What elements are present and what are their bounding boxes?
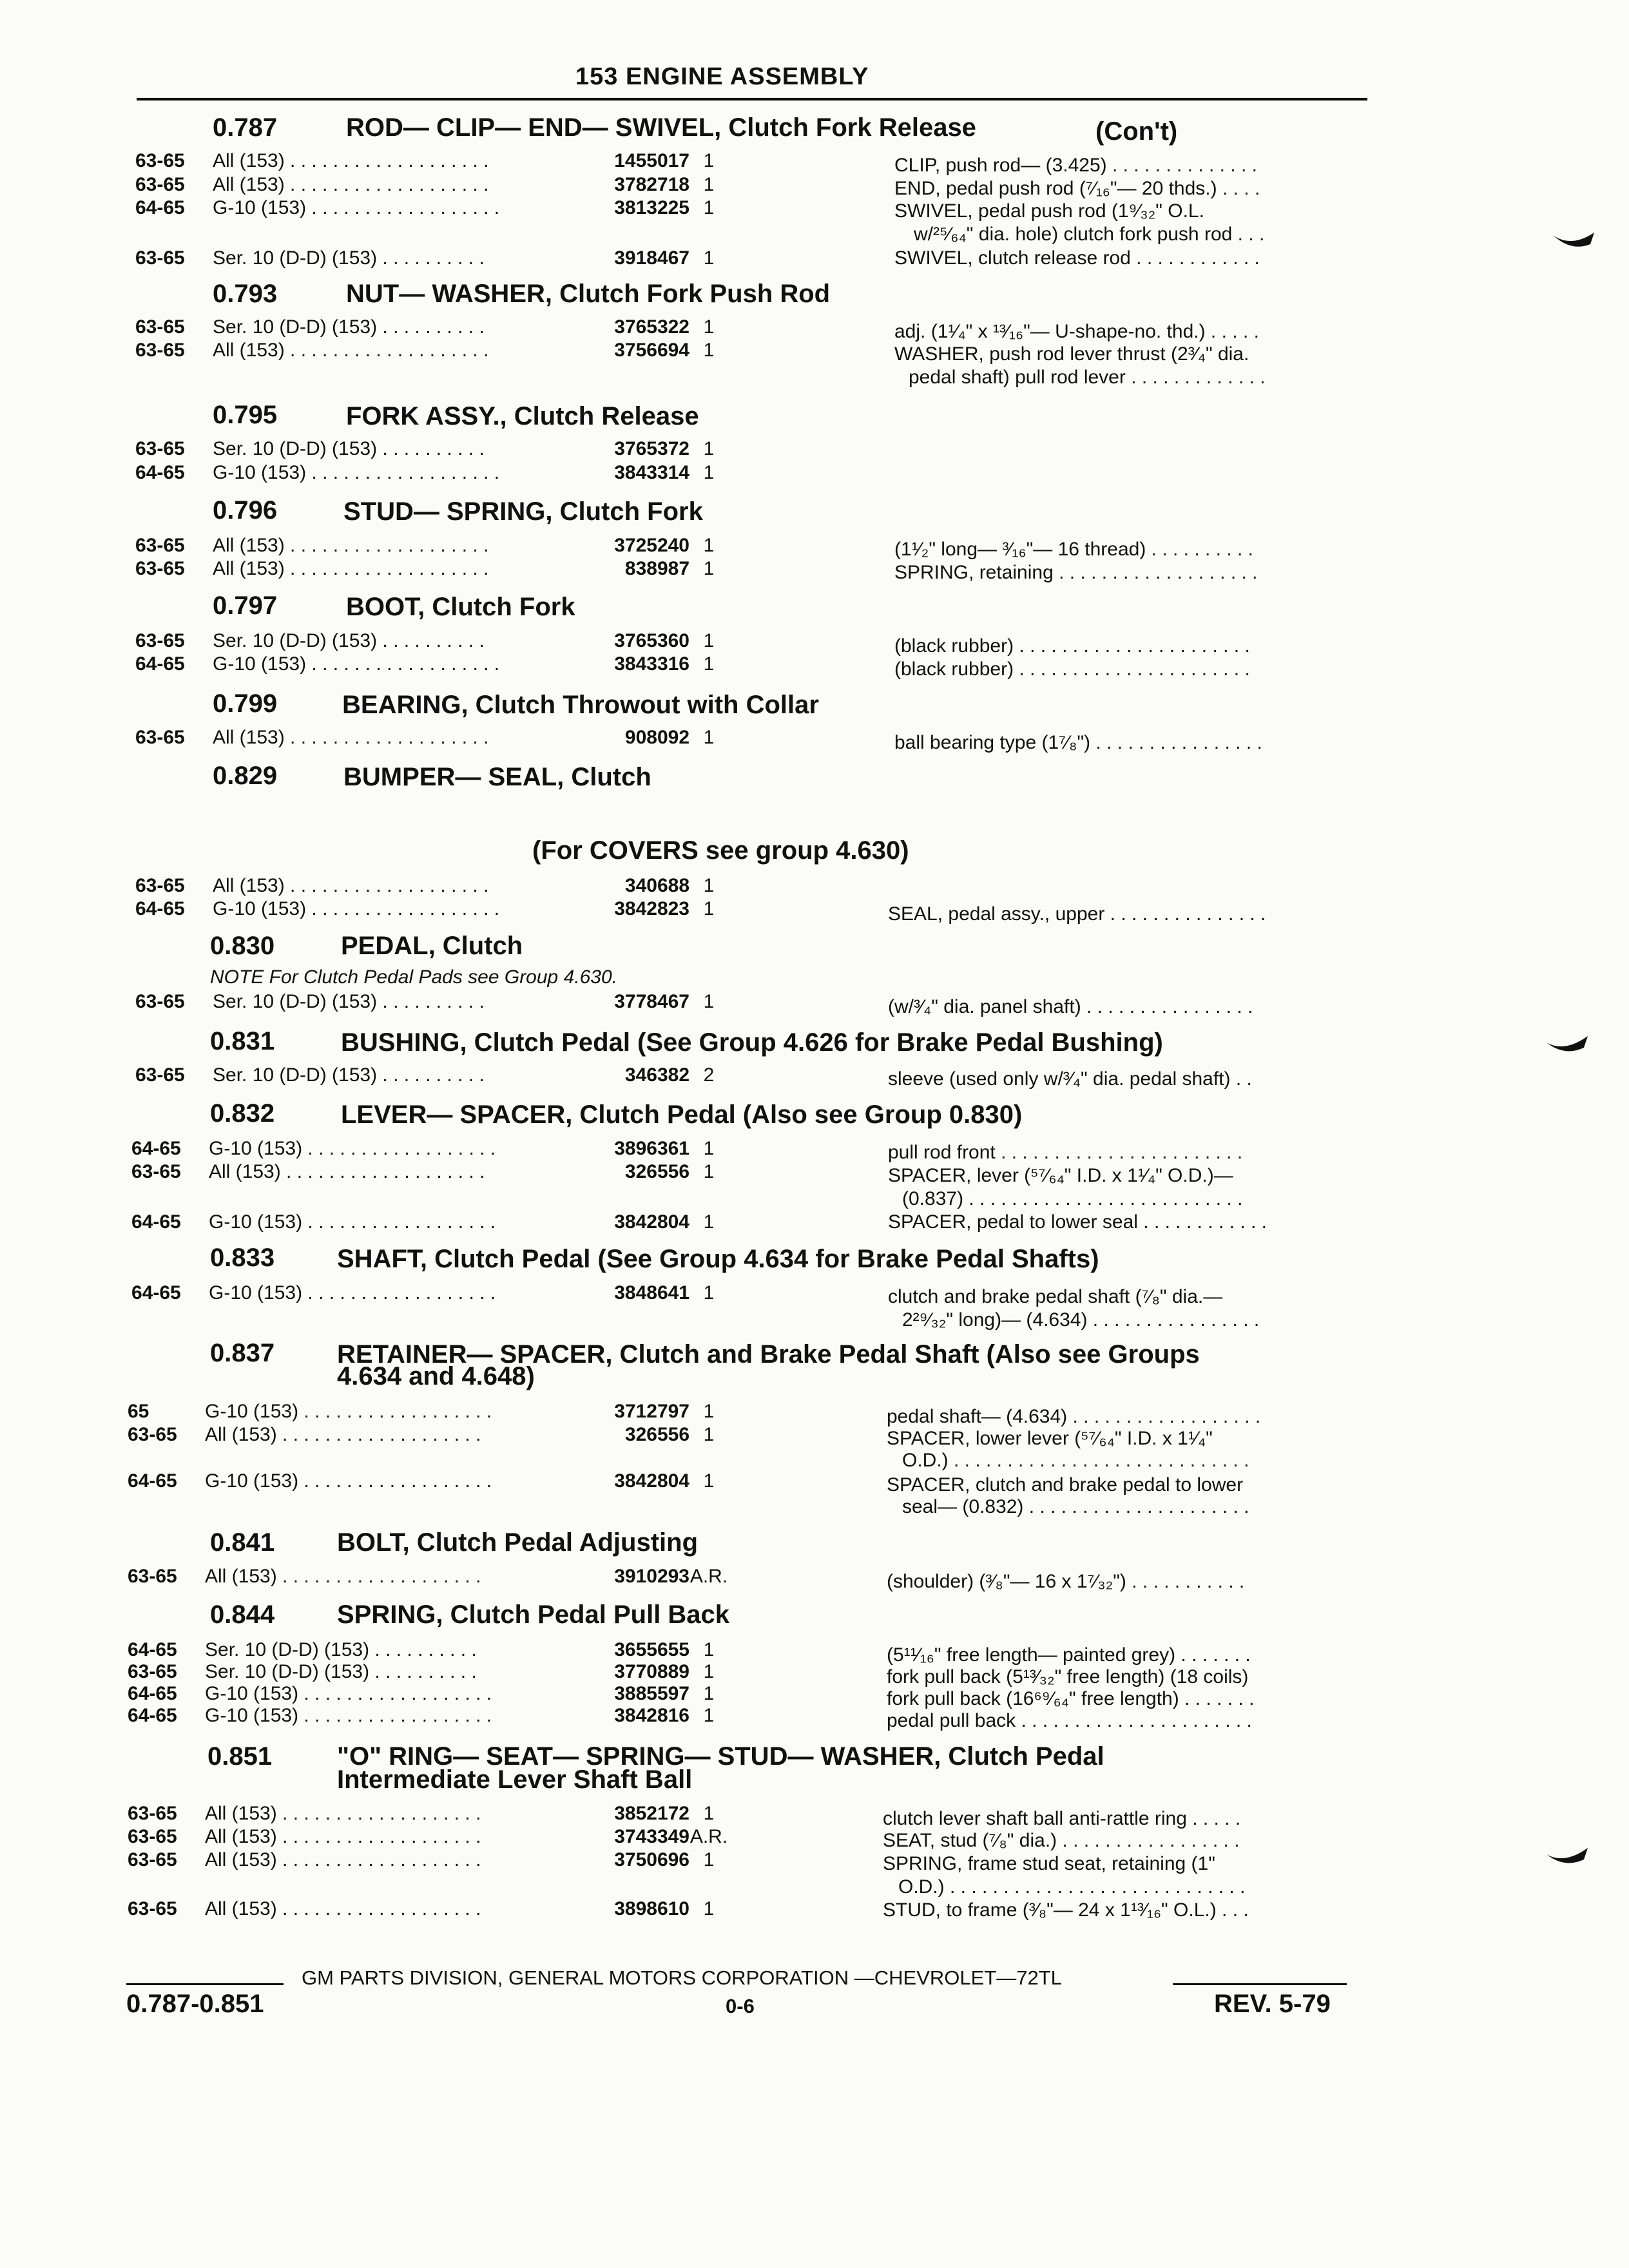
year-cell: 63-65 (131, 1161, 181, 1182)
part-number-cell: 3743349 (614, 1826, 689, 1847)
year-cell: 63-65 (135, 174, 185, 195)
description: SPRING, retaining . . . . . . . . . . . . . . . . . . . (894, 562, 1258, 583)
application-cell: G-10 (153) . . . . . . . . . . . . . . . . . . (213, 462, 500, 483)
table-row (135, 727, 728, 749)
year-cell: 64-65 (128, 1705, 177, 1726)
part-number-cell: 3813225 (614, 197, 689, 218)
quantity-cell: 1 (703, 438, 715, 459)
section-number: 0.787 (213, 113, 278, 142)
part-number-cell: 838987 (624, 558, 689, 579)
footer-revision: REV. 5-79 (1214, 1990, 1331, 2018)
description: fork pull back (5¹³⁄₃₂" free length) (18 coils) (887, 1666, 1249, 1687)
quantity-cell: 1 (703, 630, 715, 651)
application-cell: Ser. 10 (D-D) (153) . . . . . . . . . . (213, 991, 485, 1012)
part-number-cell: 3725240 (614, 535, 689, 556)
table-row (128, 1566, 728, 1588)
part-number-cell: 3918467 (614, 247, 689, 269)
year-cell: 64-65 (131, 1211, 181, 1233)
description: pedal shaft— (4.634) . . . . . . . . . . . . . . . . . . (887, 1406, 1261, 1427)
table-row (135, 462, 728, 484)
part-number-cell: 3756694 (614, 340, 689, 361)
year-cell: 63-65 (135, 991, 185, 1012)
application-cell: Ser. 10 (D-D) (153) . . . . . . . . . . (213, 438, 485, 459)
quantity-cell: 1 (703, 1470, 715, 1492)
part-number-cell: 326556 (624, 1161, 689, 1182)
table-row (128, 1826, 728, 1848)
description: (shoulder) (³⁄₈"— 16 x 1⁷⁄₃₂") . . . . . . . . . . . (887, 1571, 1245, 1592)
section-number: 0.829 (213, 762, 278, 790)
part-number-cell: 3770889 (614, 1661, 689, 1682)
section-title: SHAFT, Clutch Pedal (See Group 4.634 for Brake Pedal Shafts) (337, 1245, 1099, 1273)
table-row (135, 438, 728, 460)
covers-note: (For COVERS see group 4.630) (532, 836, 909, 865)
section-title: "O" RING— SEAT— SPRING— STUD— WASHER, Clutch Pedal (337, 1742, 1104, 1771)
part-number-cell: 3896361 (614, 1138, 689, 1159)
year-cell: 63-65 (135, 558, 185, 579)
application-cell: All (153) . . . . . . . . . . . . . . . . . . . (213, 875, 489, 896)
description: SPACER, pedal to lower seal . . . . . . . . . . . . (888, 1211, 1268, 1233)
table-row (135, 174, 728, 196)
description: END, pedal push rod (⁷⁄₁₆"— 20 thds.) . . . . (894, 178, 1260, 199)
section-number: 0.830 (210, 932, 275, 960)
part-number-cell: 3848641 (614, 1282, 689, 1303)
part-number-cell: 908092 (624, 727, 689, 748)
margin-tick-mark (1545, 1033, 1590, 1059)
quantity-cell: 2 (703, 1064, 715, 1086)
description: O.D.) . . . . . . . . . . . . . . . . . . . . . . . . . . . . (898, 1876, 1246, 1898)
application-cell: All (153) . . . . . . . . . . . . . . . . . . . (213, 340, 489, 361)
part-number-cell: 340688 (624, 875, 689, 896)
quantity-cell: 1 (703, 1803, 715, 1824)
quantity-cell: 1 (703, 316, 715, 338)
description: pull rod front . . . . . . . . . . . . . . . . . . . . . . . (888, 1142, 1243, 1163)
application-cell: All (153) . . . . . . . . . . . . . . . . . . . (209, 1161, 485, 1182)
quantity-cell: 1 (703, 558, 715, 579)
part-number-cell: 3842816 (614, 1705, 689, 1726)
year-cell: 63-65 (135, 247, 185, 269)
quantity-cell: 1 (703, 898, 715, 919)
margin-tick-mark (1552, 229, 1597, 255)
description: fork pull back (16⁶⁹⁄₆₄" free length) . . . . . . . (887, 1688, 1255, 1709)
application-cell: All (153) . . . . . . . . . . . . . . . . . . . (205, 1803, 481, 1824)
table-row (135, 1064, 728, 1086)
description: (w/³⁄₄" dia. panel shaft) . . . . . . . . . . . . . . . . (888, 996, 1253, 1017)
section-title: PEDAL, Clutch (341, 932, 523, 960)
part-number-cell: 3885597 (614, 1683, 689, 1704)
application-cell: Ser. 10 (D-D) (153) . . . . . . . . . . (205, 1639, 477, 1660)
description: SEAL, pedal assy., upper . . . . . . . . . . . . . . . (888, 903, 1266, 925)
description: clutch and brake pedal shaft (⁷⁄₈" dia.— (888, 1286, 1223, 1307)
quantity-cell: 1 (703, 150, 715, 171)
part-number-cell: 3765322 (614, 316, 689, 338)
table-row (135, 630, 728, 652)
description: sleeve (used only w/³⁄₄" dia. pedal shaft) . . (888, 1068, 1252, 1090)
year-cell: 64-65 (135, 462, 185, 483)
part-number-cell: 3910293 (614, 1566, 689, 1587)
table-row (135, 558, 728, 580)
table-row (131, 1161, 728, 1183)
description: STUD, to frame (³⁄₈"— 24 x 1¹³⁄₁₆" O.L.) . . . (883, 1899, 1249, 1921)
year-cell: 63-65 (135, 727, 185, 748)
quantity-cell: 1 (703, 197, 715, 218)
section-title: BOLT, Clutch Pedal Adjusting (337, 1528, 698, 1557)
description: O.D.) . . . . . . . . . . . . . . . . . . . . . . . . . . . . (902, 1450, 1249, 1471)
quantity-cell: 1 (703, 1424, 715, 1445)
application-cell: Ser. 10 (D-D) (153) . . . . . . . . . . (205, 1661, 477, 1682)
description: WASHER, push rod lever thrust (2³⁄₄" dia. (894, 343, 1249, 365)
part-number-cell: 3712797 (614, 1401, 689, 1422)
application-cell: G-10 (153) . . . . . . . . . . . . . . . . . . (205, 1401, 492, 1422)
table-row (128, 1424, 728, 1446)
part-number-cell: 3852172 (614, 1803, 689, 1824)
quantity-cell: 1 (703, 1683, 715, 1704)
table-row (128, 1803, 728, 1825)
table-row (128, 1401, 728, 1423)
application-cell: G-10 (153) . . . . . . . . . . . . . . . . . . (209, 1211, 496, 1233)
quantity-cell: 1 (703, 875, 715, 896)
year-cell: 64-65 (135, 653, 185, 675)
section-number: 0.795 (213, 401, 278, 429)
section-title: ROD— CLIP— END— SWIVEL, Clutch Fork Release (346, 113, 976, 142)
description: pedal shaft) pull rod lever . . . . . . . . . . . . . (909, 367, 1266, 388)
continued-label: (Con't) (1095, 117, 1178, 146)
section-number: 0.832 (210, 1099, 275, 1128)
quantity-cell: 1 (703, 1211, 715, 1233)
part-number-cell: 3655655 (614, 1639, 689, 1660)
section-title: RETAINER— SPACER, Clutch and Brake Pedal Shaft (Also see Groups (337, 1340, 1200, 1369)
description: SPACER, lever (⁵⁷⁄₆₄" I.D. x 1¹⁄₄" O.D.)— (888, 1165, 1233, 1186)
application-cell: All (153) . . . . . . . . . . . . . . . . . . . (213, 535, 489, 556)
section-title: NUT— WASHER, Clutch Fork Push Rod (346, 280, 831, 308)
table-row (128, 1683, 728, 1705)
year-cell: 63-65 (128, 1661, 177, 1682)
margin-tick-mark (1545, 1845, 1590, 1871)
part-number-cell: 3765372 (614, 438, 689, 459)
table-row (128, 1898, 728, 1920)
description: SWIVEL, pedal push rod (1⁹⁄₃₂" O.L. (894, 200, 1204, 222)
section-number: 0.796 (213, 496, 278, 524)
description: (5¹¹⁄₁₆" free length— painted grey) . . . . . . . (887, 1644, 1251, 1666)
part-number-cell: 3842823 (614, 898, 689, 919)
part-number-cell: 3782718 (614, 174, 689, 195)
application-cell: All (153) . . . . . . . . . . . . . . . . . . . (213, 727, 489, 748)
application-cell: G-10 (153) . . . . . . . . . . . . . . . . . . (205, 1470, 492, 1492)
application-cell: Ser. 10 (D-D) (153) . . . . . . . . . . (213, 316, 485, 338)
page-title: 153 ENGINE ASSEMBLY (575, 63, 869, 90)
section-number: 0.841 (210, 1528, 275, 1557)
description: pedal pull back . . . . . . . . . . . . . . . . . . . . . . (887, 1710, 1252, 1731)
description: SPACER, clutch and brake pedal to lower (887, 1474, 1244, 1495)
application-cell: All (153) . . . . . . . . . . . . . . . . . . . (205, 1849, 481, 1870)
description: SEAT, stud (⁷⁄₈" dia.) . . . . . . . . . . . . . . . . . (883, 1830, 1240, 1851)
description: 2²⁹⁄₃₂" long)— (4.634) . . . . . . . . . . . . . . . . (902, 1309, 1260, 1331)
table-row (128, 1849, 728, 1871)
table-row (135, 340, 728, 361)
description: (black rubber) . . . . . . . . . . . . . . . . . . . . . . (894, 658, 1250, 680)
quantity-cell: 1 (703, 247, 715, 269)
year-cell: 63-65 (135, 438, 185, 459)
application-cell: All (153) . . . . . . . . . . . . . . . . . . . (213, 558, 489, 579)
section-title: STUD— SPRING, Clutch Fork (343, 497, 703, 526)
section-title: BUSHING, Clutch Pedal (See Group 4.626 for Brake Pedal Bushing) (341, 1028, 1163, 1057)
part-number-cell: 3842804 (614, 1211, 689, 1233)
description: clutch lever shaft ball anti-rattle ring . . . . . (883, 1808, 1241, 1829)
year-cell: 64-65 (131, 1282, 181, 1303)
part-number-cell: 3898610 (614, 1898, 689, 1919)
quantity-cell: 1 (703, 1639, 715, 1660)
part-number-cell: 3842804 (614, 1470, 689, 1492)
part-number-cell: 3750696 (614, 1849, 689, 1870)
year-cell: 63-65 (128, 1566, 177, 1587)
application-cell: All (153) . . . . . . . . . . . . . . . . . . . (205, 1424, 481, 1445)
description: SPRING, frame stud seat, retaining (1" (883, 1853, 1215, 1874)
application-cell: G-10 (153) . . . . . . . . . . . . . . . . . . (209, 1282, 496, 1303)
quantity-cell: 1 (703, 1849, 715, 1870)
year-cell: 64-65 (128, 1470, 177, 1492)
description: SPACER, lower lever (⁵⁷⁄₆₄" I.D. x 1¹⁄₄" (887, 1428, 1213, 1449)
table-row (128, 1470, 728, 1492)
section-title: LEVER— SPACER, Clutch Pedal (Also see Group 0.830) (341, 1100, 1023, 1129)
quantity-cell: 1 (703, 1161, 715, 1182)
table-row (135, 535, 728, 557)
application-cell: G-10 (153) . . . . . . . . . . . . . . . . . . (213, 898, 500, 919)
section-number: 0.837 (210, 1339, 275, 1367)
application-cell: Ser. 10 (D-D) (153) . . . . . . . . . . (213, 630, 485, 651)
quantity-cell: 1 (703, 1705, 715, 1726)
table-row (131, 1138, 728, 1160)
section-number: 0.844 (210, 1600, 275, 1629)
section-title-continued: 4.634 and 4.648) (337, 1362, 535, 1390)
section-title: BUMPER— SEAL, Clutch (343, 763, 651, 791)
description: ball bearing type (1⁷⁄₈") . . . . . . . . . . . . . . . . (894, 732, 1262, 753)
section-number: 0.799 (213, 689, 278, 718)
year-cell: 65 (128, 1401, 149, 1422)
table-row (135, 991, 728, 1013)
application-cell: All (153) . . . . . . . . . . . . . . . . . . . (205, 1898, 481, 1919)
footer-rule-left (126, 1983, 284, 1985)
application-cell: All (153) . . . . . . . . . . . . . . . . . . . (205, 1826, 481, 1847)
year-cell: 63-65 (128, 1424, 177, 1445)
table-row (135, 247, 728, 269)
section-title: BOOT, Clutch Fork (346, 593, 575, 621)
year-cell: 63-65 (135, 875, 185, 896)
year-cell: 64-65 (135, 898, 185, 919)
quantity-cell: 1 (703, 1661, 715, 1682)
year-cell: 63-65 (128, 1898, 177, 1919)
quantity-cell: 1 (703, 462, 715, 483)
quantity-cell: 1 (703, 340, 715, 361)
quantity-cell: 1 (703, 1898, 715, 1919)
header-rule (137, 98, 1367, 101)
quantity-cell: 1 (703, 653, 715, 675)
table-row (135, 875, 728, 897)
part-number-cell: 3843316 (614, 653, 689, 675)
year-cell: 63-65 (135, 1064, 185, 1086)
table-row (135, 150, 728, 172)
quantity-cell: 1 (703, 991, 715, 1012)
table-row (131, 1211, 728, 1233)
application-cell: G-10 (153) . . . . . . . . . . . . . . . . . . (213, 197, 500, 218)
year-cell: 64-65 (135, 197, 185, 218)
table-row (135, 898, 728, 920)
quantity-cell: 1 (703, 1138, 715, 1159)
quantity-cell: 1 (703, 535, 715, 556)
table-row (135, 316, 728, 338)
part-number-cell: 1455017 (614, 150, 689, 171)
section-title: BEARING, Clutch Throwout with Collar (342, 691, 819, 719)
table-row (128, 1661, 728, 1683)
section-number: 0.831 (210, 1027, 275, 1055)
application-cell: All (153) . . . . . . . . . . . . . . . . . . . (213, 150, 489, 171)
year-cell: 64-65 (128, 1683, 177, 1704)
section-title: SPRING, Clutch Pedal Pull Back (337, 1600, 730, 1629)
section-title: FORK ASSY., Clutch Release (346, 402, 699, 430)
application-cell: G-10 (153) . . . . . . . . . . . . . . . . . . (205, 1683, 492, 1704)
quantity-cell: A.R. (689, 1566, 728, 1587)
footer-rule-right (1173, 1983, 1347, 1985)
quantity-cell: 1 (703, 727, 715, 748)
application-cell: G-10 (153) . . . . . . . . . . . . . . . . . . (209, 1138, 496, 1159)
table-row (128, 1705, 728, 1727)
footer-publisher: GM PARTS DIVISION, GENERAL MOTORS CORPORATION —CHEVROLET—72TL (302, 1966, 1062, 1989)
year-cell: 63-65 (135, 535, 185, 556)
description: adj. (1¹⁄₄" x ¹³⁄₁₆"— U-shape-no. thd.) . . . . . (894, 321, 1259, 342)
year-cell: 63-65 (135, 340, 185, 361)
year-cell: 63-65 (128, 1826, 177, 1847)
part-number-cell: 3778467 (614, 991, 689, 1012)
application-cell: Ser. 10 (D-D) (153) . . . . . . . . . . (213, 1064, 485, 1086)
description: w/²⁵⁄₆₄" dia. hole) clutch fork push rod . . . (914, 224, 1265, 245)
year-cell: 63-65 (128, 1803, 177, 1824)
footer-page-number: 0-6 (726, 1995, 755, 2017)
year-cell: 63-65 (135, 630, 185, 651)
section-number: 0.833 (210, 1244, 275, 1272)
part-number-cell: 3765360 (614, 630, 689, 651)
application-cell: All (153) . . . . . . . . . . . . . . . . . . . (205, 1566, 481, 1587)
table-row (135, 653, 728, 675)
table-row (128, 1639, 728, 1661)
description: SWIVEL, clutch release rod . . . . . . . . . . . . (894, 247, 1260, 269)
quantity-cell: A.R. (689, 1826, 728, 1847)
table-row (131, 1282, 728, 1304)
table-row (135, 197, 728, 219)
description: (black rubber) . . . . . . . . . . . . . . . . . . . . . . (894, 635, 1250, 657)
quantity-cell: 1 (703, 174, 715, 195)
part-number-cell: 346382 (624, 1064, 689, 1086)
year-cell: 64-65 (131, 1138, 181, 1159)
part-number-cell: 3843314 (614, 462, 689, 483)
quantity-cell: 1 (703, 1282, 715, 1303)
note: NOTE For Clutch Pedal Pads see Group 4.630. (210, 966, 617, 988)
part-number-cell: 326556 (624, 1424, 689, 1445)
footer-group-range: 0.787-0.851 (126, 1990, 264, 2018)
year-cell: 63-65 (135, 316, 185, 338)
application-cell: Ser. 10 (D-D) (153) . . . . . . . . . . (213, 247, 485, 269)
description: seal— (0.832) . . . . . . . . . . . . . . . . . . . . . (902, 1496, 1249, 1517)
year-cell: 63-65 (128, 1849, 177, 1870)
description: (0.837) . . . . . . . . . . . . . . . . . . . . . . . . . . (902, 1188, 1243, 1209)
section-number: 0.793 (213, 280, 278, 308)
section-number: 0.797 (213, 591, 278, 620)
year-cell: 63-65 (135, 150, 185, 171)
year-cell: 64-65 (128, 1639, 177, 1660)
application-cell: All (153) . . . . . . . . . . . . . . . . . . . (213, 174, 489, 195)
application-cell: G-10 (153) . . . . . . . . . . . . . . . . . . (213, 653, 500, 675)
application-cell: G-10 (153) . . . . . . . . . . . . . . . . . . (205, 1705, 492, 1726)
description: (1¹⁄₂" long— ³⁄₁₆"— 16 thread) . . . . . . . . . . (894, 539, 1254, 560)
section-number: 0.851 (207, 1742, 273, 1771)
section-title-continued: Intermediate Lever Shaft Ball (337, 1765, 693, 1794)
description: CLIP, push rod— (3.425) . . . . . . . . . . . . . . (894, 155, 1258, 176)
quantity-cell: 1 (703, 1401, 715, 1422)
